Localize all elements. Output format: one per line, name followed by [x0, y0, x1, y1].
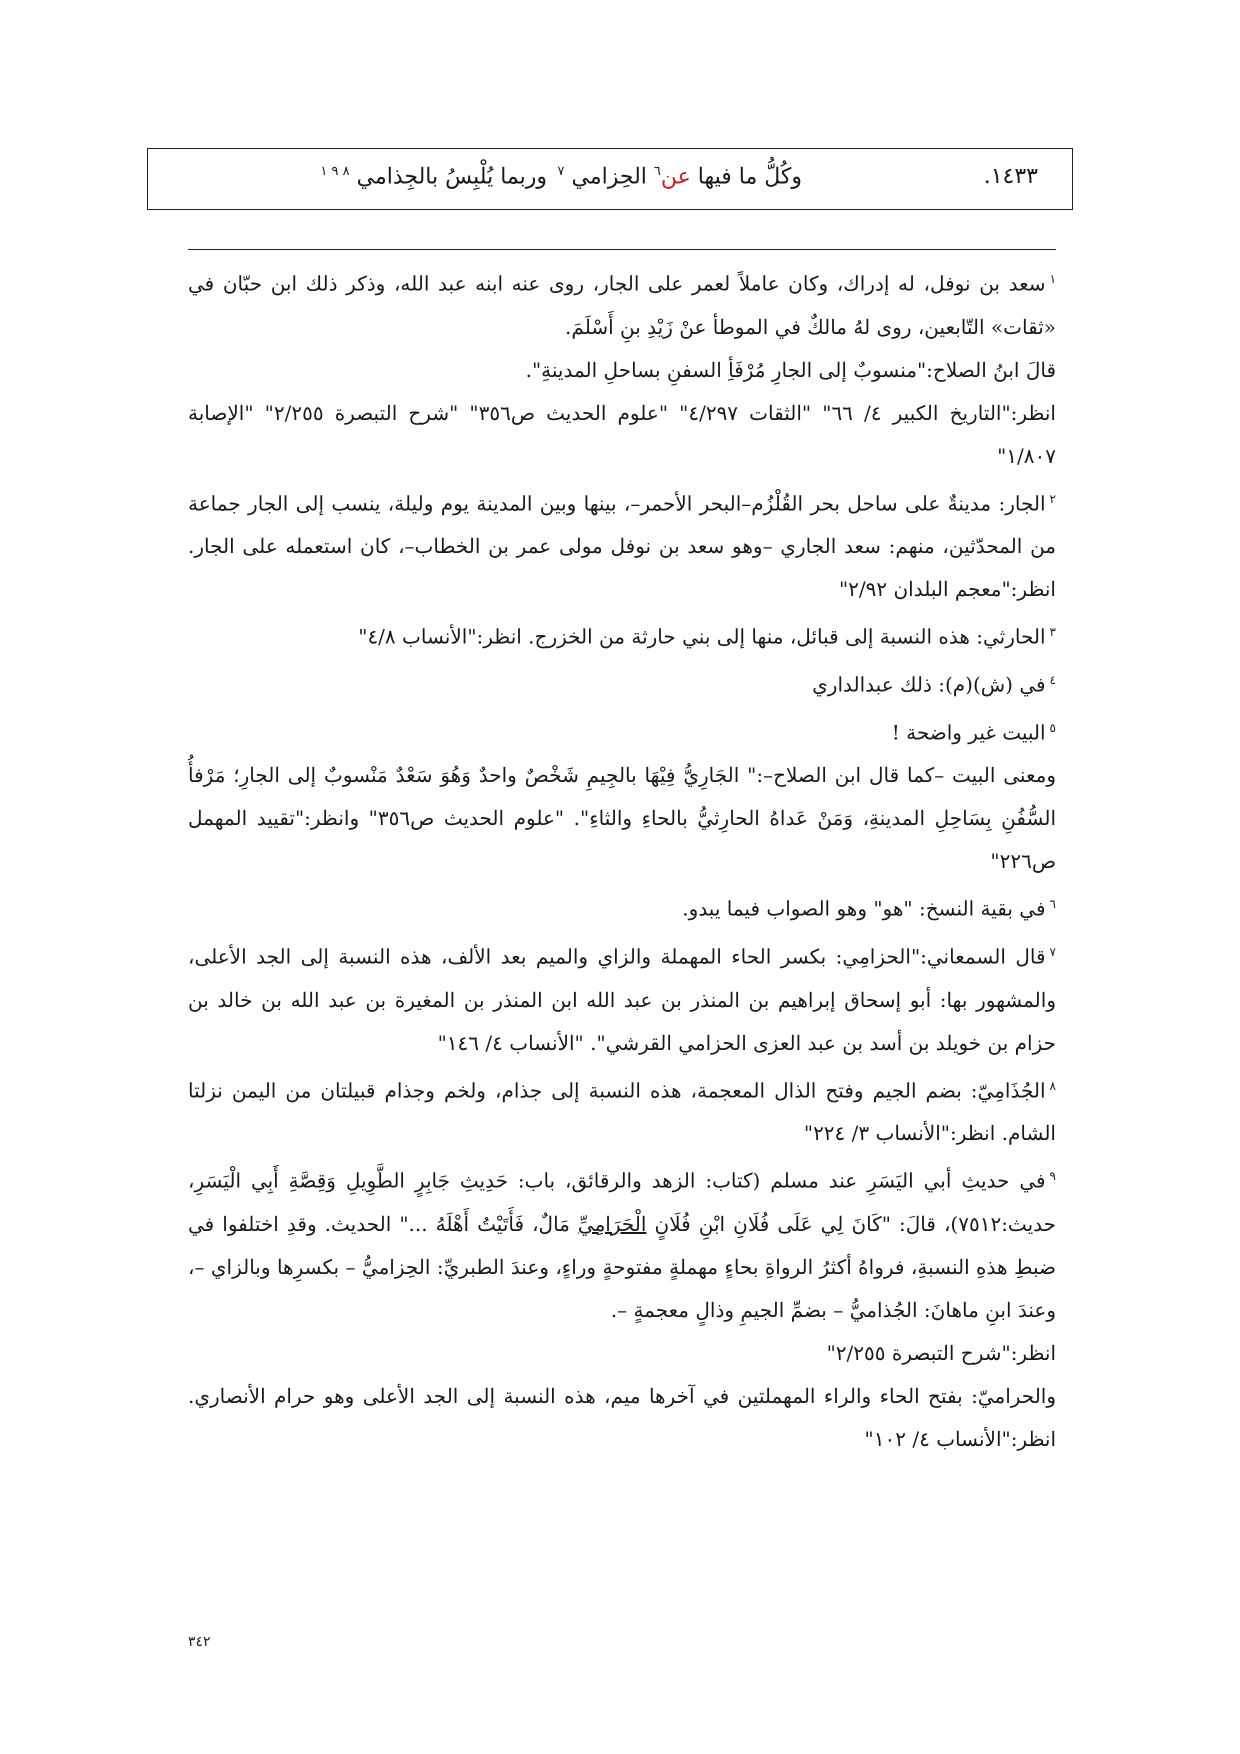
footnote-5 — [188, 707, 1056, 755]
footnote-5-explanation: ومعنى البيت –كما قال ابن الصلاح–:" الجَارِيُّ فِيْهَا بالجِيمِ شَخْصٌ واحدٌ وَهُوَ سَعْدٌ مَنْسوبٌ إلى الجارِ؛ مَرْفأُ السُّفُنِ بِسَاحِلِ المدينةِ، وَمَنْ عَداهُ الحارِثيُّ بالحاءِ والثاءِ". "علوم الحديث ص٣٥٦" وانظر:"تقييد المهمل ص٢٢٦" — [188, 763, 1057, 874]
footnote-divider — [188, 249, 1056, 250]
footnote-text: مَالٌ، فَأَتَيْتُ أَهْلَهُ ..." الحديث. وقدِ اختلفوا في ضبطِ هذهِ النسبةِ، فرواهُ أكثرُ الرواةِ بحاءٍ مهملةٍ مفتوحةٍ وراءٍ، وعندَ الطبريِّ: الحِزاميُّ – بكسرِها وبالزاي –، وعندَ ابنِ ماهانَ: الجُذاميُّ – بضمِّ الجيمِ وذالٍ معجمةٍ –. — [188, 1211, 1056, 1322]
footnote-text: سعد بن نوفل، له إدراك، وكان عاملاً لعمر على الجار، روى عنه ابنه عبد الله، وذكر ذلك ابن حبّان في «ثقات» التّابعين، روى لهُ مالكٌ في الموطأ عنْ زَيْدِ بنِ أَسْلَمَ. — [188, 271, 1056, 339]
footnote-text: الجار: مدينةٌ على ساحل بحر القُلْزُم–البحر الأحمر–، بينها وبين المدينة يوم وليلة، ينسب إلى الجار جماعة من المحدّثين، منهم: سعد الجاري –وهو سعد بن نوفل مولى عمر بن الخطاب–، كان استعمله على الجار. انظر:"معجم البلدان ٢/٩٢" — [188, 491, 1056, 602]
variant-word: عن — [660, 164, 691, 190]
footnote-9 — [188, 1155, 1056, 1332]
footnote-2 — [188, 478, 1056, 612]
footnote-number: ٩ — [1049, 1169, 1056, 1184]
footnote-number: ٦ — [1049, 897, 1056, 912]
footnote-number: ٨ — [1049, 1078, 1056, 1093]
footnote-marker: ٦ — [653, 164, 661, 179]
footnote-1-refs: انظر:"التاريخ الكبير ٤/ ٦٦" "الثقات ٤/٢٩٧" "علوم الحديث ص٣٥٦" "شرح التبصرة ٢/٢٥٥" "الإصابة ١/٨٠٧" — [188, 400, 1056, 468]
footnote-number: ١ — [1049, 272, 1057, 286]
footnotes — [188, 258, 1056, 1461]
footnote-text: في بقية النسخ: "هو" وهو الصواب فيما يبدو. — [682, 896, 1046, 921]
hemistich-text: وربما يُلْبِسُ بالجِذامي — [356, 164, 547, 190]
footnote-text: في (ش)(م): ذلك عبدالداري — [812, 672, 1046, 697]
page-number: ٣٤٢ — [188, 1634, 211, 1650]
footnote-9-ref: انظر:"شرح التبصرة ٢/٢٥٥" — [826, 1340, 1056, 1365]
hemistich-text: وكُلُّ ما فيها — [697, 164, 802, 190]
verse-box — [147, 148, 1073, 210]
footnote-markers: ٨ ٩ ١ — [320, 164, 350, 179]
verse-second-hemistich — [320, 164, 547, 189]
footnote-1-quote: قالَ ابنُ الصلاح:"منسوبٌ إلى الجارِ مُرْفَأِ السفنِ بساحلِ المدينةِ". — [525, 357, 1056, 382]
footnote-8 — [188, 1065, 1056, 1156]
footnote-4 — [188, 659, 1056, 707]
footnote-number: ٤ — [1049, 672, 1056, 687]
footnote-6 — [188, 883, 1056, 931]
footnote-number: ٧ — [1049, 944, 1056, 959]
footnote-text: في حديثِ أبي اليَسَرِ عند مسلم (كتاب: الزهد والرقائق، باب: حَدِيثِ جَابِرٍ الطَّوِيلِ وَقِصَّةِ أَبِي الْيَسَرِ، حديث:٧٥١٢)، قالَ: "كَانَ لِي عَلَى فُلَانِ ابْنِ فُلَانٍ — [188, 1168, 1056, 1236]
footnote-text: البيت غير واضحة ! — [891, 720, 1046, 745]
footnote-text: قال السمعاني:"الحزامِي: بكسر الحاء المهملة والزاي والميم بعد الألف، هذه النسبة إلى الجد الأعلى، والمشهور بها: أبو إسحاق إبراهيم بن المنذر بن عبد الله ابن المنذر بن المغيرة بن عبد الله بن خالد بن حزام بن خويلد بن أسد بن عبد العزى الحزامي القرشي". "الأنساب ٤/ ١٤٦" — [188, 944, 1056, 1055]
hemistich-text: الحِزامي — [571, 164, 647, 190]
footnote-7 — [188, 931, 1056, 1065]
footnote-number: ٢ — [1049, 491, 1056, 506]
footnote-number: ٣ — [1049, 625, 1056, 640]
verse-first-hemistich — [558, 164, 802, 189]
footnote-marker: ٧ — [557, 164, 565, 179]
footnote-9-haram: والحراميّ: بفتح الحاء والراء المهملتين في آخرها ميم، هذه النسبة إلى الجد الأعلى وهو حرام الأنصاري. انظر:"الأنساب ٤/ ١٠٢" — [188, 1383, 1056, 1451]
footnote-text: الحارثي: هذه النسبة إلى قبائل، منها إلى بني حارثة من الخزرج. انظر:"الأنساب ٤/٨" — [358, 624, 1046, 649]
footnote-number: ٥ — [1049, 720, 1056, 735]
footnote-3 — [188, 611, 1056, 659]
verse-number: ١٤٣٣. — [983, 164, 1038, 189]
footnote-1 — [188, 258, 1056, 349]
footnote-text: الجُذَامِيّ: بضم الجيم وفتح الذال المعجمة، هذه النسبة إلى جذام، ولخم وجذام قبيلتان من اليمن نزلتا الشام. انظر:"الأنساب ٣/ ٢٢٤" — [188, 1078, 1056, 1146]
underlined-word: الْحَرَامِيِّ — [577, 1211, 647, 1236]
